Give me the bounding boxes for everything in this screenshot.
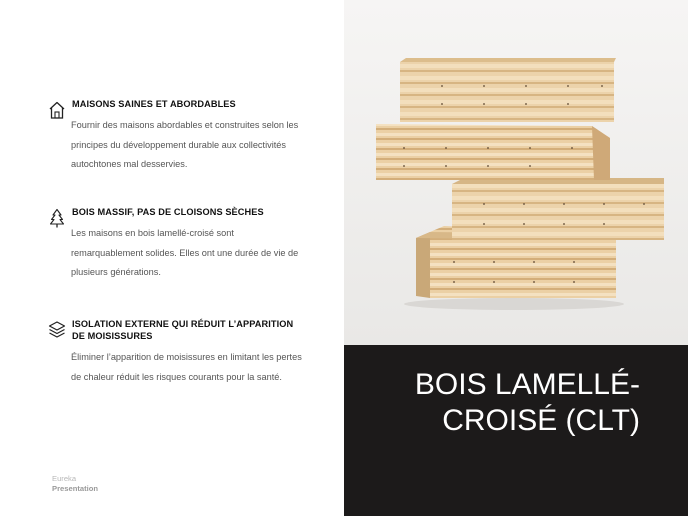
feature-solid-wood xyxy=(48,206,308,283)
layers-icon xyxy=(48,320,66,340)
feature-title: ISOLATION EXTERNE QUI RÉDUIT L’APPARITION DE MOISISSURES xyxy=(72,319,294,341)
title-block xyxy=(344,345,688,516)
feature-title: MAISONS SAINES ET ABORDABLES xyxy=(72,99,236,109)
footer xyxy=(52,474,98,494)
slide-title: BOIS LAMELLÉ-CROISÉ (CLT) xyxy=(414,368,640,437)
feature-healthy-homes xyxy=(48,98,308,175)
footer-subtitle: Presentation xyxy=(52,484,98,493)
house-icon xyxy=(48,100,66,120)
feature-description: Fournir des maisons abordables et construites selon les principes du développement durable aux collectivités autochtones mal desservies. xyxy=(71,120,299,169)
tree-icon xyxy=(48,208,66,228)
footer-brand: Eureka xyxy=(52,474,77,483)
feature-title: BOIS MASSIF, PAS DE CLOISONS SÈCHES xyxy=(72,207,264,217)
hero-panel xyxy=(344,0,688,516)
stacked-clt-wood-panels-photo xyxy=(344,0,688,345)
feature-description: Éliminer l’apparition de moisissures en limitant les pertes de chaleur réduit les risques courants pour la santé. xyxy=(71,352,302,382)
feature-description: Les maisons en bois lamellé-croisé sont remarquablement solides. Elles ont une durée de vie de plusieurs générations. xyxy=(71,228,299,277)
feature-external-insulation xyxy=(48,318,308,387)
